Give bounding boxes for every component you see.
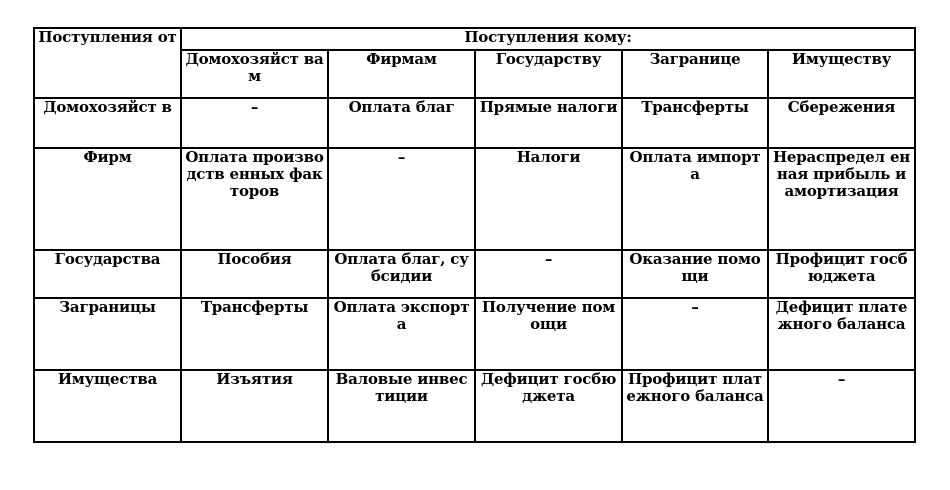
table-cell: Оплата благ, субсидии xyxy=(328,250,475,298)
table-cell: Дефицит платежного баланса xyxy=(768,298,915,370)
column-header-households: Домохозяйст вам xyxy=(181,50,328,98)
table-row xyxy=(34,148,915,250)
column-header-firms: Фирмам xyxy=(328,50,475,98)
table-cell: Валовые инвестиции xyxy=(328,370,475,442)
table-cell: Налоги xyxy=(475,148,622,250)
row-header: Домохозяйст в xyxy=(34,98,181,148)
table-cell: – xyxy=(181,98,328,148)
corner-header: Поступления от xyxy=(34,28,181,98)
table-cell: – xyxy=(328,148,475,250)
table-cell: Изъятия xyxy=(181,370,328,442)
table-cell: Оплата производств енных факторов xyxy=(181,148,328,250)
table-cell: – xyxy=(622,298,768,370)
table-cell: Профицит платежного баланса xyxy=(622,370,768,442)
table-cell: Дефицит госбюджета xyxy=(475,370,622,442)
table-row xyxy=(34,370,915,442)
table-cell: Получение помощи xyxy=(475,298,622,370)
table-cell: Оказание помощи xyxy=(622,250,768,298)
table-row xyxy=(34,250,915,298)
column-header-abroad: Загранице xyxy=(622,50,768,98)
header-row-top xyxy=(34,28,915,50)
table-row xyxy=(34,98,915,148)
table-cell: Оплата благ xyxy=(328,98,475,148)
table-cell: – xyxy=(475,250,622,298)
table-cell: Сбережения xyxy=(768,98,915,148)
flows-table xyxy=(33,27,916,443)
table-cell: Нераспредел енная прибыль и амортизация xyxy=(768,148,915,250)
column-header-state: Государству xyxy=(475,50,622,98)
table-cell: Оплата экспорта xyxy=(328,298,475,370)
row-header: Фирм xyxy=(34,148,181,250)
table-cell: Прямые налоги xyxy=(475,98,622,148)
row-header: Заграницы xyxy=(34,298,181,370)
table-cell: Трансферты xyxy=(181,298,328,370)
table-cell: Пособия xyxy=(181,250,328,298)
table-cell: Оплата импорта xyxy=(622,148,768,250)
table-row xyxy=(34,298,915,370)
table-cell: – xyxy=(768,370,915,442)
column-header-property: Имуществу xyxy=(768,50,915,98)
table-cell: Профицит госбюджета xyxy=(768,250,915,298)
row-header: Имущества xyxy=(34,370,181,442)
table-cell: Трансферты xyxy=(622,98,768,148)
recipients-header: Поступления кому: xyxy=(181,28,915,50)
row-header: Государства xyxy=(34,250,181,298)
